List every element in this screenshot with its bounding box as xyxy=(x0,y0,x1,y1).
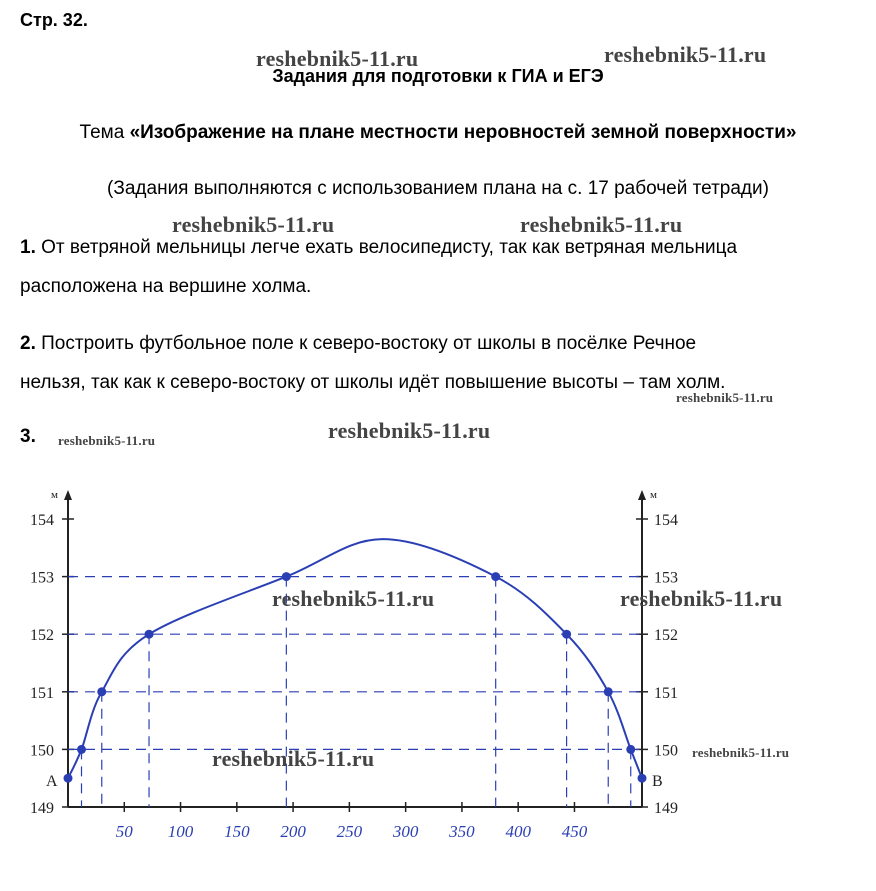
y-tick-label-left: 153 xyxy=(30,569,54,587)
assignment-title: Задания для подготовки к ГИА и ЕГЭ xyxy=(272,66,604,86)
x-tick-label: 100 xyxy=(167,822,194,841)
profile-line xyxy=(68,539,642,778)
y-tick-label-right: 151 xyxy=(654,684,678,702)
x-tick-label: 150 xyxy=(224,822,250,841)
answer-3-num: 3. xyxy=(20,426,36,447)
y-tick-label-left: 150 xyxy=(30,742,54,760)
x-tick-label: 300 xyxy=(392,822,419,841)
topic-name: «Изображение на плане местности неровностей земной поверхности» xyxy=(129,122,797,143)
watermark: reshebnik5-11.ru xyxy=(520,212,683,237)
profile-point xyxy=(562,630,571,639)
watermark: reshebnik5-11.ru xyxy=(692,745,790,760)
y-tick-label-left: 154 xyxy=(30,512,54,529)
answer-3-number xyxy=(20,426,36,448)
profile-point xyxy=(282,572,291,581)
answer-2-text: Построить футбольное поле к северо-востоку от школы в посёлке Речное xyxy=(35,333,697,354)
profile-point xyxy=(626,745,635,754)
watermark: reshebnik5-11.ru xyxy=(604,42,767,67)
answer-2-number: 2. xyxy=(20,333,36,354)
answer-1-text: От ветряной мельницы легче ехать велосипедисту, так как ветряная мельница xyxy=(35,237,738,258)
profile-point xyxy=(97,687,106,696)
watermark: reshebnik5-11.ru xyxy=(676,390,774,405)
y-tick-label-left: 149 xyxy=(30,800,54,817)
profile-point xyxy=(491,572,500,581)
answer-1-line-1 xyxy=(20,237,737,259)
profile-point xyxy=(604,687,613,696)
answer-2-line-1 xyxy=(20,333,696,355)
profile-point xyxy=(77,745,86,754)
topic-prefix: Тема xyxy=(79,122,130,143)
y-tick-label-left: 152 xyxy=(30,627,54,645)
y-tick-label-left: 151 xyxy=(30,684,54,702)
page-label: Стр. 32. xyxy=(20,10,88,30)
watermark: reshebnik5-11.ru xyxy=(620,586,783,611)
y-axis-right-arrow xyxy=(638,490,646,500)
watermark: reshebnik5-11.ru xyxy=(256,46,419,71)
y-axis-left-arrow xyxy=(64,490,72,500)
x-tick-label: 250 xyxy=(336,822,363,841)
y-tick-label-right: 152 xyxy=(654,627,678,645)
x-tick-label: 200 xyxy=(280,822,306,841)
watermark: reshebnik5-11.ru xyxy=(328,418,491,443)
watermark: reshebnik5-11.ru xyxy=(172,212,335,237)
assignment-note: (Задания выполняются с использованием плана на с. 17 рабочей тетради) xyxy=(107,178,769,199)
y-tick-label-right: 153 xyxy=(654,569,678,587)
x-tick-label: 350 xyxy=(449,822,475,841)
y-tick-label-right: 154 xyxy=(654,512,678,529)
watermark: reshebnik5-11.ru xyxy=(272,586,435,611)
profile-point xyxy=(64,774,73,783)
start-point-label: A xyxy=(46,773,58,791)
watermark: reshebnik5-11.ru xyxy=(212,746,375,771)
profile-point xyxy=(638,774,647,783)
elevation-profile-chart xyxy=(0,480,876,891)
y-tick-label-right: 149 xyxy=(654,800,678,817)
end-point-label: B xyxy=(652,773,663,791)
profile-point xyxy=(145,630,154,639)
x-tick-label: 50 xyxy=(115,822,133,841)
answer-1-line-2: расположена на вершине холма. xyxy=(20,276,312,297)
y-axis-unit-right: м xyxy=(650,489,657,501)
topic-line xyxy=(0,122,876,144)
watermark: reshebnik5-11.ru xyxy=(58,433,156,448)
x-tick-label: 400 xyxy=(505,822,531,841)
y-axis-unit-left: м xyxy=(51,489,58,501)
x-tick-label: 450 xyxy=(561,822,588,841)
answer-1-number: 1. xyxy=(20,237,36,258)
y-tick-label-right: 150 xyxy=(654,742,678,760)
answer-2-line-2: нельзя, так как к северо-востоку от школы идёт повышение высоты – там холм. xyxy=(20,372,726,393)
